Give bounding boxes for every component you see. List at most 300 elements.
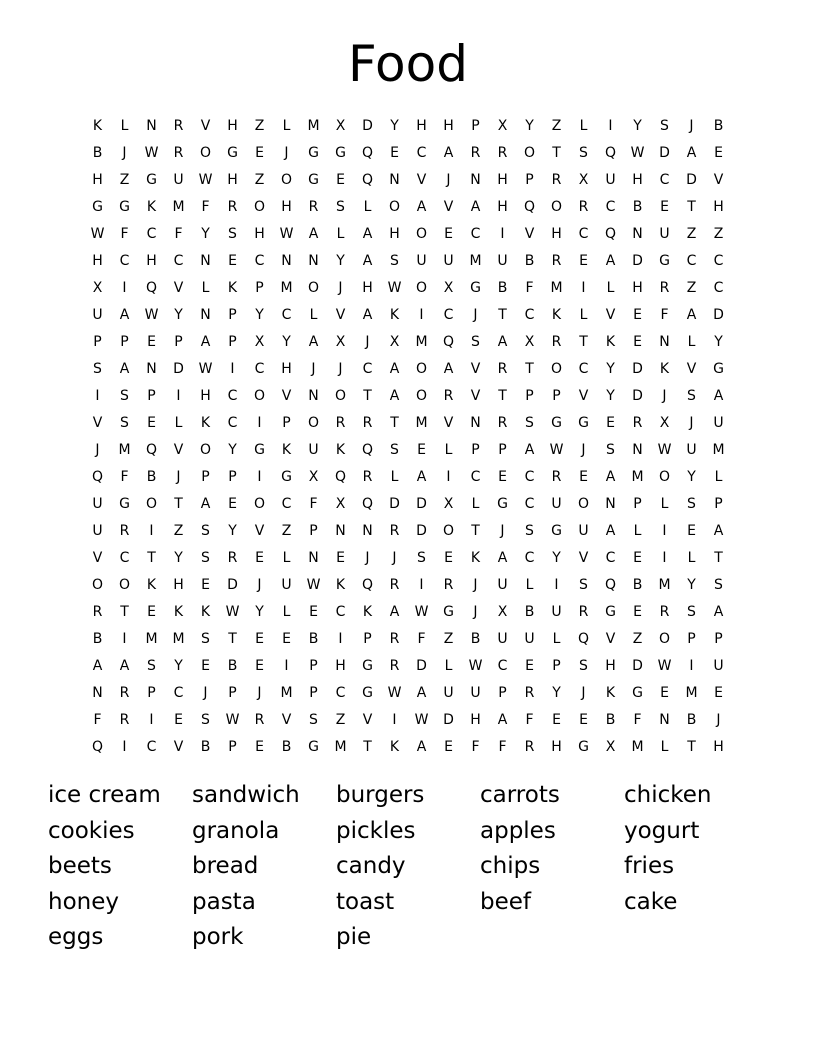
grid-letter: I [122, 631, 127, 647]
grid-letter: P [471, 442, 480, 458]
grid-letter: O [415, 361, 428, 377]
grid-letter: Z [713, 226, 724, 242]
grid-letter: U [92, 523, 103, 539]
grid-letter: U [173, 172, 184, 188]
grid-letter: U [659, 226, 670, 242]
grid-letter: C [335, 604, 346, 620]
grid-letter: A [389, 361, 400, 377]
grid-letter: C [659, 172, 670, 188]
grid-letter: B [470, 631, 481, 647]
grid-letter: D [227, 577, 238, 593]
grid-letter: R [389, 523, 400, 539]
grid-letter: H [497, 172, 508, 188]
grid-letter: E [552, 712, 561, 728]
grid-letter: N [659, 712, 670, 728]
grid-letter: V [578, 550, 589, 566]
grid-letter: H [281, 199, 292, 215]
grid-letter: E [579, 712, 588, 728]
grid-letter: R [308, 199, 319, 215]
grid-letter: L [579, 118, 588, 134]
letter-grid [84, 113, 732, 761]
grid-letter: Y [390, 118, 399, 134]
grid-letter: W [414, 712, 429, 728]
grid-letter: X [578, 172, 589, 188]
grid-letter: E [336, 550, 345, 566]
grid-letter: R [497, 361, 508, 377]
grid-letter: A [497, 712, 508, 728]
grid-letter: R [119, 523, 130, 539]
grid-letter: N [605, 496, 616, 512]
grid-letter: C [524, 307, 535, 323]
grid-letter: O [118, 577, 131, 593]
grid-letter: C [524, 496, 535, 512]
grid-letter: D [713, 307, 724, 323]
grid-letter: V [173, 739, 184, 755]
grid-letter: O [388, 199, 401, 215]
grid-letter: L [660, 496, 669, 512]
grid-letter: I [122, 739, 127, 755]
grid-letter: S [525, 523, 534, 539]
grid-letter: H [335, 658, 346, 674]
grid-letter: E [714, 145, 723, 161]
grid-letter: H [713, 739, 724, 755]
grid-row [84, 626, 732, 653]
grid-letter: K [470, 550, 481, 566]
grid-letter: N [632, 442, 643, 458]
grid-letter: F [633, 712, 642, 728]
grid-letter: K [281, 442, 292, 458]
grid-letter: G [254, 442, 265, 458]
grid-letter: D [659, 145, 670, 161]
grid-letter: Q [91, 739, 104, 755]
grid-letter: J [473, 307, 478, 323]
grid-letter: A [200, 334, 211, 350]
grid-row [84, 491, 732, 518]
grid-letter: J [365, 334, 370, 350]
grid-letter: D [416, 496, 427, 512]
grid-letter: E [282, 631, 291, 647]
grid-letter: I [149, 523, 154, 539]
grid-letter: I [176, 388, 181, 404]
grid-letter: J [473, 577, 478, 593]
grid-letter: A [416, 685, 427, 701]
grid-letter: K [146, 199, 157, 215]
grid-letter: K [146, 577, 157, 593]
grid-letter: G [308, 739, 319, 755]
grid-letter: O [658, 469, 671, 485]
grid-letter: R [551, 334, 562, 350]
grid-letter: I [122, 280, 127, 296]
grid-letter: S [201, 631, 210, 647]
grid-letter: Y [228, 442, 237, 458]
grid-letter: L [579, 307, 588, 323]
grid-letter: U [713, 658, 724, 674]
grid-letter: O [658, 631, 671, 647]
grid-letter: M [631, 469, 644, 485]
grid-letter: F [174, 226, 183, 242]
grid-letter: N [362, 523, 373, 539]
grid-letter: R [470, 145, 481, 161]
grid-letter: U [497, 577, 508, 593]
grid-letter: W [387, 280, 402, 296]
grid-letter: P [93, 334, 102, 350]
grid-letter: A [200, 496, 211, 512]
grid-letter: C [578, 361, 589, 377]
grid-letter: X [92, 280, 103, 296]
grid-letter: E [633, 334, 642, 350]
grid-letter: X [497, 118, 508, 134]
grid-letter: S [390, 442, 399, 458]
grid-letter: C [173, 253, 184, 269]
grid-letter: C [497, 658, 508, 674]
grid-letter: A [497, 550, 508, 566]
grid-letter: R [362, 415, 373, 431]
grid-letter: I [662, 523, 667, 539]
grid-letter: C [254, 361, 265, 377]
grid-letter: K [200, 604, 211, 620]
grid-letter: U [281, 577, 292, 593]
grid-letter: P [498, 685, 507, 701]
grid-letter: S [687, 496, 696, 512]
grid-letter: W [225, 604, 240, 620]
grid-letter: A [713, 388, 724, 404]
grid-letter: V [443, 415, 454, 431]
grid-letter: K [92, 118, 103, 134]
grid-letter: V [470, 361, 481, 377]
grid-letter: R [497, 145, 508, 161]
grid-letter: G [335, 145, 346, 161]
grid-letter: P [471, 118, 480, 134]
grid-letter: A [308, 334, 319, 350]
grid-letter: C [119, 253, 130, 269]
grid-row [84, 221, 732, 248]
grid-letter: V [200, 118, 211, 134]
grid-letter: Z [632, 631, 643, 647]
grid-letter: W [279, 226, 294, 242]
grid-letter: P [363, 631, 372, 647]
grid-row [84, 140, 732, 167]
grid-letter: S [201, 712, 210, 728]
grid-letter: R [389, 577, 400, 593]
grid-letter: Q [523, 199, 536, 215]
grid-letter: A [362, 307, 373, 323]
word-list-item: apples [480, 817, 556, 844]
grid-letter: C [713, 280, 724, 296]
grid-letter: R [443, 577, 454, 593]
word-list-item: eggs [48, 924, 104, 950]
grid-letter: D [443, 712, 454, 728]
grid-letter: S [660, 118, 669, 134]
grid-letter: K [335, 442, 346, 458]
grid-letter: E [255, 739, 264, 755]
grid-letter: V [92, 415, 103, 431]
grid-letter: Y [255, 307, 264, 323]
grid-letter: E [201, 658, 210, 674]
grid-letter: B [524, 253, 535, 269]
grid-letter: S [201, 523, 210, 539]
grid-letter: A [605, 469, 616, 485]
grid-letter: D [389, 496, 400, 512]
grid-letter: Y [687, 469, 696, 485]
grid-row [84, 545, 732, 572]
grid-letter: A [416, 469, 427, 485]
grid-letter: G [362, 685, 373, 701]
grid-letter: D [632, 658, 643, 674]
grid-letter: G [92, 199, 103, 215]
grid-letter: A [416, 199, 427, 215]
grid-letter: I [419, 577, 424, 593]
grid-letter: B [524, 604, 535, 620]
grid-letter: M [415, 334, 428, 350]
grid-letter: J [176, 469, 181, 485]
grid-letter: C [605, 550, 616, 566]
grid-letter: R [524, 739, 535, 755]
grid-letter: A [686, 145, 697, 161]
grid-letter: Y [606, 361, 615, 377]
grid-letter: S [606, 442, 615, 458]
grid-letter: L [444, 658, 453, 674]
grid-letter: C [227, 388, 238, 404]
grid-row [84, 302, 732, 329]
grid-letter: I [392, 712, 397, 728]
grid-letter: Y [336, 253, 345, 269]
grid-row [84, 275, 732, 302]
grid-letter: G [119, 199, 130, 215]
grid-letter: G [443, 604, 454, 620]
grid-letter: O [523, 145, 536, 161]
grid-letter: T [498, 388, 507, 404]
grid-letter: J [581, 685, 586, 701]
grid-letter: S [417, 550, 426, 566]
grid-letter: P [633, 496, 642, 512]
grid-row [84, 707, 732, 734]
word-list-item: pie [336, 924, 372, 950]
grid-letter: I [257, 415, 262, 431]
grid-letter: W [144, 307, 159, 323]
grid-row [84, 383, 732, 410]
grid-letter: D [686, 172, 697, 188]
grid-letter: S [336, 199, 345, 215]
grid-letter: Y [714, 334, 723, 350]
grid-letter: P [201, 469, 210, 485]
word-list-item: burgers [336, 782, 425, 808]
grid-letter: B [605, 712, 616, 728]
grid-letter: Q [334, 469, 347, 485]
grid-letter: U [308, 442, 319, 458]
grid-letter: E [660, 685, 669, 701]
grid-letter: U [443, 685, 454, 701]
grid-letter: Z [686, 280, 697, 296]
grid-letter: L [201, 280, 210, 296]
grid-row [84, 356, 732, 383]
grid-letter: W [225, 712, 240, 728]
grid-letter: A [524, 442, 535, 458]
grid-letter: D [632, 388, 643, 404]
grid-letter: V [281, 388, 292, 404]
grid-row [84, 329, 732, 356]
grid-letter: C [443, 307, 454, 323]
grid-letter: J [257, 577, 262, 593]
grid-letter: E [336, 172, 345, 188]
grid-letter: R [389, 631, 400, 647]
grid-letter: M [469, 253, 482, 269]
grid-letter: P [552, 388, 561, 404]
grid-letter: P [228, 469, 237, 485]
grid-letter: P [120, 334, 129, 350]
grid-letter: M [685, 685, 698, 701]
grid-letter: R [92, 604, 103, 620]
grid-letter: A [389, 604, 400, 620]
grid-letter: M [415, 415, 428, 431]
grid-letter: H [470, 712, 481, 728]
grid-letter: M [280, 280, 293, 296]
grid-letter: X [497, 604, 508, 620]
grid-letter: F [120, 226, 129, 242]
grid-letter: S [525, 415, 534, 431]
grid-letter: L [687, 550, 696, 566]
grid-letter: U [92, 307, 103, 323]
grid-letter: C [146, 739, 157, 755]
grid-letter: R [659, 604, 670, 620]
grid-letter: U [92, 496, 103, 512]
grid-letter: B [146, 469, 157, 485]
grid-letter: G [632, 685, 643, 701]
word-list-item: pickles [336, 817, 416, 844]
grid-letter: P [282, 415, 291, 431]
grid-letter: E [255, 550, 264, 566]
grid-letter: S [579, 577, 588, 593]
grid-letter: L [444, 442, 453, 458]
grid-letter: E [147, 415, 156, 431]
grid-letter: H [173, 577, 184, 593]
grid-letter: P [228, 739, 237, 755]
grid-letter: H [632, 280, 643, 296]
word-list-item: granola [192, 817, 280, 844]
grid-letter: O [550, 361, 563, 377]
grid-letter: E [444, 226, 453, 242]
grid-letter: P [228, 334, 237, 350]
grid-letter: A [308, 226, 319, 242]
grid-letter: P [525, 388, 534, 404]
grid-letter: Z [335, 712, 346, 728]
grid-letter: U [605, 172, 616, 188]
grid-letter: W [387, 685, 402, 701]
grid-letter: T [147, 550, 156, 566]
grid-letter: W [414, 604, 429, 620]
grid-letter: C [173, 685, 184, 701]
grid-letter: P [714, 631, 723, 647]
grid-letter: J [662, 388, 667, 404]
grid-letter: R [119, 685, 130, 701]
grid-letter: H [92, 253, 103, 269]
grid-letter: A [443, 361, 454, 377]
grid-letter: Z [281, 523, 292, 539]
word-list-item: candy [336, 853, 406, 879]
grid-letter: M [280, 685, 293, 701]
grid-letter: E [228, 253, 237, 269]
grid-letter: O [199, 442, 212, 458]
grid-letter: J [689, 118, 694, 134]
grid-letter: E [444, 550, 453, 566]
grid-letter: D [632, 253, 643, 269]
grid-letter: B [281, 739, 292, 755]
grid-letter: K [335, 577, 346, 593]
word-list-item: bread [192, 853, 259, 879]
grid-letter: I [554, 577, 559, 593]
grid-letter: P [147, 388, 156, 404]
grid-letter: S [471, 334, 480, 350]
grid-letter: P [309, 685, 318, 701]
grid-letter: V [605, 631, 616, 647]
word-list-item: ice cream [48, 782, 161, 808]
grid-letter: I [689, 658, 694, 674]
grid-letter: B [632, 577, 643, 593]
grid-letter: F [93, 712, 102, 728]
grid-letter: J [284, 145, 289, 161]
grid-letter: L [714, 469, 723, 485]
grid-row [84, 572, 732, 599]
grid-letter: H [146, 253, 157, 269]
grid-row [84, 734, 732, 761]
grid-letter: N [335, 523, 346, 539]
grid-letter: H [281, 361, 292, 377]
grid-letter: E [498, 469, 507, 485]
grid-letter: J [716, 712, 721, 728]
grid-letter: V [713, 172, 724, 188]
grid-letter: S [687, 388, 696, 404]
grid-letter: K [389, 307, 400, 323]
grid-letter: V [605, 307, 616, 323]
grid-letter: O [334, 388, 347, 404]
grid-letter: H [605, 658, 616, 674]
grid-letter: O [415, 226, 428, 242]
grid-letter: E [390, 145, 399, 161]
grid-letter: Q [361, 145, 374, 161]
grid-letter: S [579, 145, 588, 161]
grid-letter: W [144, 145, 159, 161]
grid-letter: E [606, 415, 615, 431]
grid-letter: X [335, 118, 346, 134]
grid-letter: X [254, 334, 265, 350]
grid-letter: T [363, 739, 372, 755]
grid-letter: A [497, 334, 508, 350]
grid-letter: D [173, 361, 184, 377]
grid-letter: V [443, 199, 454, 215]
grid-letter: F [498, 739, 507, 755]
grid-letter: E [660, 199, 669, 215]
grid-letter: J [338, 361, 343, 377]
grid-letter: L [552, 631, 561, 647]
grid-letter: H [389, 226, 400, 242]
grid-letter: L [120, 118, 129, 134]
word-list-item: sandwich [192, 782, 300, 808]
grid-letter: N [308, 388, 319, 404]
grid-letter: Q [145, 280, 158, 296]
grid-letter: Q [442, 334, 455, 350]
grid-row [84, 653, 732, 680]
grid-letter: D [416, 523, 427, 539]
grid-letter: H [632, 172, 643, 188]
grid-letter: E [255, 145, 264, 161]
grid-letter: U [443, 253, 454, 269]
grid-letter: L [282, 118, 291, 134]
grid-letter: B [713, 118, 724, 134]
grid-row [84, 464, 732, 491]
grid-row [84, 599, 732, 626]
grid-letter: B [308, 631, 319, 647]
grid-letter: N [92, 685, 103, 701]
grid-letter: R [443, 388, 454, 404]
